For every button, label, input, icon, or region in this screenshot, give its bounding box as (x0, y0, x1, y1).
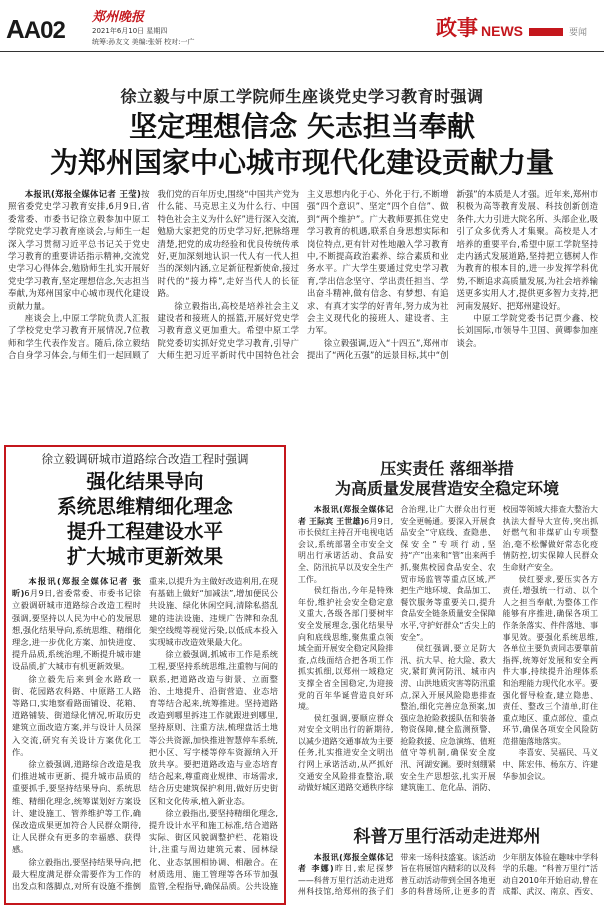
section-bar (529, 28, 563, 36)
newspaper-brand: 郑州晚报 (92, 10, 145, 25)
boxed-feature (4, 445, 286, 905)
article-paragraph: 本报讯(郑报全媒体记者 王莹)按照省委党史学习教育安排,6月9日,省委常委、市委书记徐立毅参加中原工学院党史学习教育座谈会,与师生一起深入学习贯彻习近平总书记关于党史学习教育的重要讲话指示精神,交流党史学习心得体会,勉励师生扎实开展好党史学习教育,坚定理想信念,矢志担当奉献,为郑州国家中心城市现代化建设贡献力量。 (8, 189, 150, 311)
article-paragraph: 徐立毅强调,道路综合改造是我们推进城市更新、提升城市品质的重要抓手,要坚持结果导向、系统思维、精细化理念,统筹谋划好方案设计、建设施工、管养维护等工作,确保改造成果更加符合人民群众期待,让人民群众有更多的幸福感、获得感。 (12, 759, 141, 855)
lead-article-body (8, 188, 598, 436)
article-paragraph: 徐立毅强调,迈入“十四五”,郑州市提出了“两化五强”的远景目标,其中“创新强”的本质是人才强。近年来,郑州市积极为高等教育发展、科技创新创造条件,大力引进大院名所、头部企业,吸引了众多优秀人才集聚。高校是人才培养的重要平台,希望中原工学院坚持走内涵式发展道路,坚持把立德树人作为教育的根本目的,进一步发挥学科优势,不断追求高质量发展,为社会培养输送更多实用人才,提供更多智力支持,把河南发展好、把郑州建设好。 (307, 189, 598, 361)
page-number: AA02 (6, 14, 65, 44)
issue-date: 2021年6月10日 星期四 (92, 27, 168, 35)
article-paragraph: 侯红强调,要立足防大汛、抗大旱、抢大险、救大灾,紧盯黄河防汛、城市内涝、山洪地质灾害等防汛重点,深入开展风险隐患排查整治,细化完善应急预案,加强应急抢险救援队伍和装备物资保障,健全监测预警、抢险救援、应急演练、值班值守等机制,确保安全度汛、河湖安澜。要时刻绷紧安全生产思想弦,扎实开展建筑施工、危化品、消防、校园等领域大排查大整治大执法大督导大宣传,突出抓好燃气和非煤矿山专项整治,毫不松懈做好常态化疫情防控,切实保障人民群众生命财产安全。 (400, 505, 598, 793)
section-subname: 要闻 (569, 28, 588, 38)
article-paragraph: 李喜安、吴福民、马义中、陈宏伟、杨东方、许建华参加会议。 (502, 748, 598, 781)
right-article-headline-1: 压实责任 落细举措 (380, 459, 514, 478)
article-paragraph: 本报讯(郑报全媒体记者 王际宾 王世雄)6月9日,市长侯红主持召开电视电话会议,系统部署全市安全文明出行承诺活动、食品安全、防汛抗旱以及安全生产工作。 (298, 505, 394, 584)
box-headline-4: 扩大城市更新效果 (66, 545, 223, 568)
masthead-info (92, 26, 195, 48)
article-paragraph: 本报讯(郑报全媒体记者 张昕)6月9日,省委常委、市委书记徐立毅调研城市道路综合改造工程时强调,要坚持以人民为中心的发展思想,强化结果导向,系统思维、精细化理念,进一步优化方案、加快进度、提升品质,系统治理,不断提升城市建设品质,扩大城市有机更新效果。 (12, 576, 141, 672)
article-paragraph: 徐立毅强调,抓城市工作是系统工程,要坚持系统思维,注重物与间的联系,把道路改造与街景、立面整治、土地提升、沿街营造、业态培育等结合起来,统筹推进。坚持道路改造到哪里拆违工作就跟进到哪里,坚持原则、注重方法,梳理盘活土地等公共资源,加快推进智慧停车系统,把小区、写字楼等停车资源纳入开放共享。要把道路改造与业态培育结合起来,尊重商业规律、市场需求,结合历史建筑保护利用,做好历史街区和文化传承,植入新业态。 (149, 649, 278, 806)
article-paragraph: 侯红指出,今年是特殊年份,维护社会安全稳定意义重大,各级各部门要树牢安全发展理念,强化结果导向和底线思维,聚焦重点领域全面开展安全稳定风险排查,点线面结合把各项工作抓实抓细,以郑州一域稳定支撑全省全国稳定,为迎接党的百年华诞营造良好环境。 (298, 586, 394, 712)
section-name-en: NEWS (481, 23, 523, 39)
science-article-headline: 科普万里行活动走进郑州 (353, 827, 541, 847)
lead-headline-2: 为郑州国家中心城市现代化建设贡献力量 (49, 146, 554, 179)
article-paragraph: 徐立毅指出,要坚持结果导向,把最大程度满足群众需要作为工作的出发点和落脚点,对所有设施不推倒重来,以提升为主做好改造利用,在现有基础上做好“加减法”,增加便民公共设施、绿化休闲空间,清除私搭乱建的违法设施、违规广告牌和杂乱架空线缆等视觉污染,以低成本投入实现城市改造效果最大化。 (12, 576, 278, 892)
article-paragraph: 徐立毅指出,要坚持精细化理念,提升设计水平和施工标准,结合道路实际、街区风貌调整护栏、花箱设计,注重与周边建筑元素、园林绿化、业态氛围相协调、相融合。在材质选用、施工管理等各环节加强监管,全程指导,确保品质。公共设施 (149, 807, 278, 892)
editors-line: 统筹:孙友文 美编:张妍 校对:一广 (92, 38, 195, 46)
box-kicker: 徐立毅调研城市道路综合改造工程时强调 (41, 452, 249, 466)
science-article-body (298, 852, 598, 908)
masthead (0, 0, 604, 52)
byline: 本报讯(郑报全媒体记者 王际宾 王世雄) (298, 505, 394, 526)
section-label (436, 14, 587, 40)
right-article-headline-2: 为高质量发展营造安全稳定环境 (334, 479, 559, 498)
box-headline-1: 强化结果导向 (86, 470, 204, 493)
article-paragraph: 徐立毅先后来到金水路政一街、花园路农科路、中原路工人路等路口,实地察看路面铺设、花箱、道路铺装、街道绿化情况,听取历史建筑立面改造方案,并与设计人员深入交流,研究有关设计方案优化工作。 (12, 673, 141, 757)
box-article-body (12, 575, 278, 901)
lead-headline-1: 坚定理想信念 矢志担当奉献 (129, 110, 475, 143)
byline: 本报讯(郑报全媒体记者 李娜) (298, 853, 394, 874)
article-paragraph: 侯红要求,要压实各方责任,增强统一行动、以个人之担当奉献,为整体工作能够有序推进,确保各项工作条条落实、件件落地、事事见效。要强化系统思维,各单位主要负责同志要靠前指挥,统筹好发展和安全两件大事,持续提升治理体系和治理能力现代化水平。要强化督导检查,建立隐患、责任、整改三个清单,盯住重点地区、重点部位、重点环节,确保各项安全风险防范措施落地落实。 (502, 574, 598, 746)
section-name-cn: 政事 (436, 16, 478, 40)
right-article-body (298, 504, 598, 820)
article-paragraph: 侯红强调,要顺应群众对安全文明出行的新期待,以减少道路交通事故为主要任务,扎实推进安全文明出行网上承诺活动,从严抓好交通安全风险排查整治,联动做好城区道路交通秩序综合治理,让广大群众出行更安全更畅通。要深入开展食品安全“守底线、查隐患、保安全”专项行动,坚持“产”出来和“管”出来两手抓,聚焦校园食品安全、农贸市场监管等重点区域,严把生产地环境、食品加工、餐饮服务等重要关口,提升食品安全链条质量安全保障水平,守护好群众“舌尖上的安全”。 (298, 505, 496, 793)
byline: 本报讯(郑报全媒体记者 张昕) (12, 576, 141, 599)
box-headline-2: 系统思维精细化理念 (57, 495, 233, 518)
byline: 本报讯(郑报全媒体记者 王莹) (24, 189, 141, 199)
box-headline-3: 提升工程建设水平 (66, 520, 223, 543)
lead-kicker: 徐立毅与中原工学院师生座谈党史学习教育时强调 (120, 87, 484, 106)
article-paragraph: 座谈会上,中原工学院负责人汇报了学校党史学习教育开展情况,7位教师和学生代表作发言。随后,徐立毅结合自身学习体会,与师生们一起回顾了我们党的百年历史,围绕“中国共产党为什么能、马克思主义为什么行、中国特色社会主义为什么好”进行深入交流,勉励大家把党的历史学习好,把脉络理清楚,把党的成功经验和优良传统传承好,更加深刻地认识一代人有一代人担当的深刻内涵,立足新征程新使命,接过时代的“接力棒”,走好当代人的长征路。 (8, 189, 299, 361)
article-paragraph: 中原工学院党委书记贾少鑫、校长刘国际,市领导牛卫国、黄卿参加座谈会。 (456, 313, 598, 348)
article-paragraph: 徐立毅指出,高校是培养社会主义建设者和接班人的摇篮,开展好党史学习教育意义更加重大。希望中原工学院党委切实抓好党史学习教育,引导广大师生把习近平新时代中国特色社会主义思想内化于心、外化于行,不断增强“四个意识”、坚定“四个自信”、做到“两个维护”。广大教师要抓住党史学习教育的机遇,联系自身思想实际和岗位特点,更有针对性地融入学习教育中,不断提高政治素养、综合素质和业务水平。广大学生要通过党史学习教育,学出信念坚守、学出责任担当、学出奋斗精神,做有信念、有梦想、有追求、有真才实学的好青年,努力成为社会主义现代化的接班人、建设者、主力军。 (157, 189, 449, 361)
article-paragraph: 本报讯(郑报全媒体记者 李娜)昨日,索尼探梦——科普万里行活动走进郑州科技馆,给郑州的孩子们带来一场科技盛宴。该活动旨在将展馆内精彩的以及科普互动活动带到全国各地更多的科普场所,让更多的青少年朋友体验在趣味中学科学的乐趣。“科普万里行”活动自2010年开始启动,曾在成都、武汉、南京、西安、 (298, 853, 598, 897)
